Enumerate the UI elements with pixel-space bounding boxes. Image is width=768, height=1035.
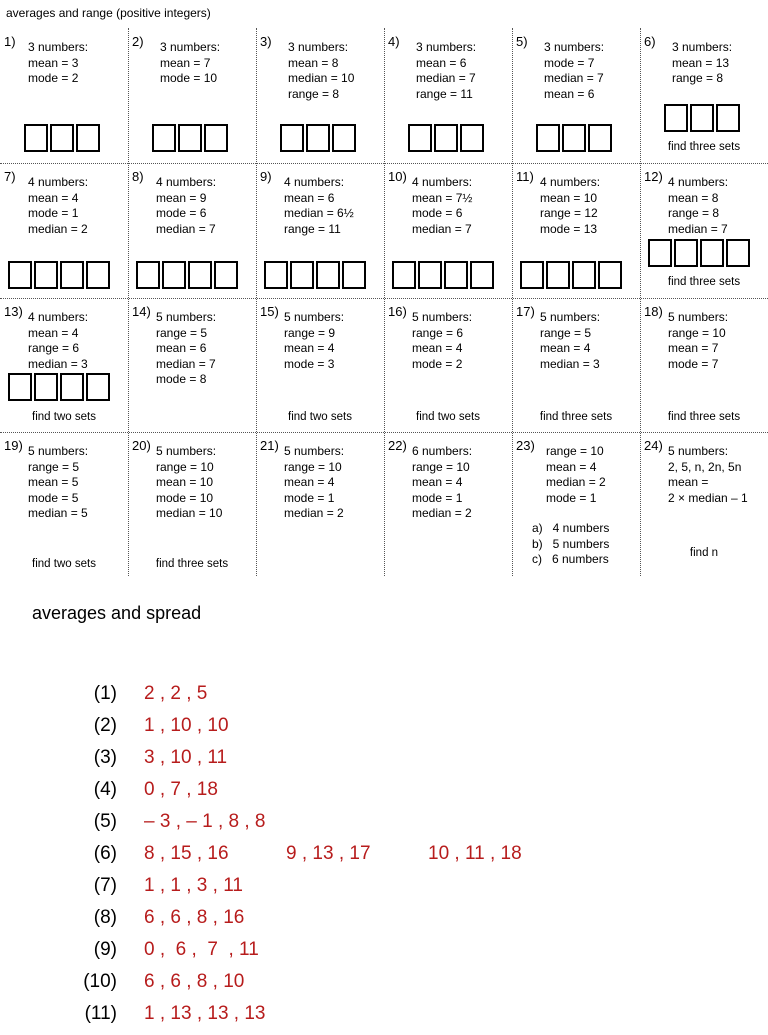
find-sets-note: find three sets xyxy=(667,411,741,423)
problem-number: 12) xyxy=(644,169,663,184)
problem-number: 16) xyxy=(388,304,407,319)
problem-conditions: 5 numbers: range = 5 mean = 4 median = 3 xyxy=(540,310,601,371)
answer-box[interactable] xyxy=(60,373,84,401)
answer-box[interactable] xyxy=(86,261,110,289)
find-sets-note: find two sets xyxy=(32,558,96,570)
problem-conditions: 5 numbers: range = 10 mean = 7 mode = 7 xyxy=(668,310,729,371)
answer-box[interactable] xyxy=(306,124,330,152)
problem-number: 1) xyxy=(4,34,16,49)
problem-cell xyxy=(256,432,384,574)
answer-boxes xyxy=(280,124,356,152)
answer-values: 0 , 7 , 18 xyxy=(144,779,218,800)
column-divider xyxy=(128,28,129,576)
answer-box[interactable] xyxy=(60,261,84,289)
answer-box[interactable] xyxy=(136,261,160,289)
answer-values: 1 , 10 , 10 xyxy=(144,715,229,736)
answer-box[interactable] xyxy=(24,124,48,152)
problem-conditions: 3 numbers: mean = 13 range = 8 xyxy=(672,40,733,85)
problem-cell xyxy=(128,28,256,163)
column-divider xyxy=(256,28,257,576)
answer-values: 3 , 10 , 11 xyxy=(144,747,228,768)
answer-row xyxy=(0,779,768,811)
find-sets-note: find two sets xyxy=(416,411,480,423)
column-divider xyxy=(512,28,513,576)
answer-box[interactable] xyxy=(188,261,212,289)
answer-box[interactable] xyxy=(690,104,714,132)
problem-cell xyxy=(0,432,128,574)
answer-box[interactable] xyxy=(162,261,186,289)
problem-conditions: 4 numbers: mean = 7½ mode = 6 median = 7 xyxy=(412,175,473,236)
subpart-list: a) 4 numbers b) 5 numbers c) 6 numbers xyxy=(532,521,610,566)
problem-cell xyxy=(384,28,512,163)
answer-values: 6 , 6 , 8 , 16 xyxy=(144,907,245,928)
problem-number: 8) xyxy=(132,169,144,184)
answer-row xyxy=(0,715,768,747)
problem-cell xyxy=(512,432,640,574)
problem-cell xyxy=(128,432,256,574)
answer-box[interactable] xyxy=(8,373,32,401)
answer-box[interactable] xyxy=(316,261,340,289)
answer-boxes xyxy=(520,261,622,289)
answer-box[interactable] xyxy=(204,124,228,152)
answer-box[interactable] xyxy=(434,124,458,152)
problem-conditions: 5 numbers: 2, 5, n, 2n, 5n mean = 2 × median – 1 xyxy=(668,444,748,505)
answer-row xyxy=(0,939,768,971)
answer-box[interactable] xyxy=(444,261,468,289)
problem-conditions: 5 numbers: range = 5 mean = 6 median = 7 mode = 8 xyxy=(156,310,217,386)
answer-box[interactable] xyxy=(460,124,484,152)
answer-boxes xyxy=(664,104,740,132)
answer-label: (2) xyxy=(93,715,117,736)
row-divider xyxy=(0,298,768,299)
answer-boxes xyxy=(152,124,228,152)
problem-conditions: 4 numbers: mean = 6 median = 6½ range = 11 xyxy=(284,175,354,236)
answer-row xyxy=(0,747,768,779)
problem-number: 6) xyxy=(644,34,656,49)
answer-box[interactable] xyxy=(572,261,596,289)
problem-cell xyxy=(384,163,512,298)
problem-conditions: range = 10 mean = 4 median = 2 mode = 1 xyxy=(546,444,606,505)
problem-number: 19) xyxy=(4,438,23,453)
find-sets-note: find n xyxy=(689,547,719,559)
problem-conditions: 4 numbers: mean = 8 range = 8 median = 7 xyxy=(668,175,729,236)
answer-row xyxy=(0,971,768,1003)
answer-box[interactable] xyxy=(34,373,58,401)
page-title: averages and range (positive integers) xyxy=(6,6,211,20)
problem-conditions: 5 numbers: range = 10 mean = 10 mode = 10 median = 10 xyxy=(156,444,223,520)
answer-box[interactable] xyxy=(86,373,110,401)
answer-box[interactable] xyxy=(214,261,238,289)
problem-number: 11) xyxy=(516,169,534,184)
answer-values: 10 , 11 , 18 xyxy=(428,843,522,864)
problem-cell xyxy=(384,298,512,432)
problem-cell xyxy=(128,298,256,432)
problem-number: 2) xyxy=(132,34,144,49)
answer-row xyxy=(0,1003,768,1035)
answer-boxes xyxy=(392,261,494,289)
problem-cell xyxy=(512,163,640,298)
problem-conditions: 3 numbers: mean = 7 mode = 10 xyxy=(160,40,221,85)
answer-box[interactable] xyxy=(520,261,544,289)
answer-box[interactable] xyxy=(290,261,314,289)
problem-number: 5) xyxy=(516,34,528,49)
problem-cell xyxy=(640,28,768,163)
answer-box[interactable] xyxy=(674,239,698,267)
answer-row xyxy=(0,683,768,715)
problem-conditions: 3 numbers: mean = 3 mode = 2 xyxy=(28,40,89,85)
problem-number: 10) xyxy=(388,169,407,184)
answer-boxes xyxy=(536,124,612,152)
problem-number: 18) xyxy=(644,304,663,319)
answer-box[interactable] xyxy=(264,261,288,289)
answer-label: (4) xyxy=(93,779,117,800)
answer-box[interactable] xyxy=(726,239,750,267)
answer-values: 9 , 13 , 17 xyxy=(286,843,371,864)
find-sets-note: find three sets xyxy=(539,411,613,423)
answer-box[interactable] xyxy=(546,261,570,289)
find-sets-note: find two sets xyxy=(32,411,96,423)
answer-box[interactable] xyxy=(76,124,100,152)
answer-boxes xyxy=(408,124,484,152)
problem-number: 22) xyxy=(388,438,407,453)
answer-box[interactable] xyxy=(332,124,356,152)
problem-cell xyxy=(128,163,256,298)
answer-values: 0 , 6 , 7 , 11 xyxy=(144,939,259,960)
problem-conditions: 3 numbers: mean = 6 median = 7 range = 11 xyxy=(416,40,477,101)
problem-conditions: 5 numbers: range = 9 mean = 4 mode = 3 xyxy=(284,310,345,371)
problem-number: 3) xyxy=(260,34,272,49)
problem-number: 15) xyxy=(260,304,279,319)
problem-cell xyxy=(256,163,384,298)
problem-conditions: 3 numbers: mean = 8 median = 10 range = 8 xyxy=(288,40,355,101)
problem-number: 14) xyxy=(132,304,151,319)
answer-label: (10) xyxy=(83,971,117,992)
answer-box[interactable] xyxy=(178,124,202,152)
answer-row xyxy=(0,811,768,843)
problem-cell xyxy=(512,298,640,432)
problem-number: 4) xyxy=(388,34,400,49)
answer-label: (5) xyxy=(93,811,117,832)
section-title: averages and spread xyxy=(32,603,202,623)
row-divider xyxy=(0,432,768,433)
problem-number: 17) xyxy=(516,304,535,319)
answer-box[interactable] xyxy=(418,261,442,289)
answer-label: (9) xyxy=(93,939,117,960)
answer-boxes xyxy=(648,239,750,267)
answer-boxes xyxy=(24,124,100,152)
answer-row xyxy=(0,907,768,939)
answer-box[interactable] xyxy=(8,261,32,289)
answer-box[interactable] xyxy=(536,124,560,152)
problem-cell xyxy=(640,432,768,574)
problem-conditions: 4 numbers: mean = 4 mode = 1 median = 2 xyxy=(28,175,89,236)
answer-boxes xyxy=(136,261,238,289)
answer-label: (6) xyxy=(93,843,117,864)
answer-label: (7) xyxy=(93,875,117,896)
answer-box[interactable] xyxy=(34,261,58,289)
find-sets-note: find three sets xyxy=(667,141,741,153)
problem-conditions: 3 numbers: mode = 7 median = 7 mean = 6 xyxy=(544,40,605,101)
answer-boxes xyxy=(8,373,110,401)
answer-box[interactable] xyxy=(664,104,688,132)
answer-values: 2 , 2 , 5 xyxy=(144,683,208,704)
problem-cell xyxy=(0,163,128,298)
answer-row xyxy=(0,875,768,907)
find-sets-note: find two sets xyxy=(288,411,352,423)
problem-cell xyxy=(0,298,128,432)
answer-box[interactable] xyxy=(700,239,724,267)
problem-cell xyxy=(256,298,384,432)
answer-values: 1 , 13 , 13 , 13 xyxy=(144,1003,266,1024)
answer-label: (8) xyxy=(93,907,117,928)
problem-cell xyxy=(256,28,384,163)
answer-label: (1) xyxy=(93,683,117,704)
problem-conditions: 6 numbers: range = 10 mean = 4 mode = 1 median = 2 xyxy=(412,444,473,520)
answer-box[interactable] xyxy=(716,104,740,132)
answer-label: (11) xyxy=(84,1003,117,1024)
problem-conditions: 5 numbers: range = 10 mean = 4 mode = 1 median = 2 xyxy=(284,444,345,520)
problem-conditions: 5 numbers: range = 6 mean = 4 mode = 2 xyxy=(412,310,473,371)
answer-box[interactable] xyxy=(562,124,586,152)
column-divider xyxy=(384,28,385,576)
answer-box[interactable] xyxy=(598,261,622,289)
answer-box[interactable] xyxy=(342,261,366,289)
find-sets-note: find three sets xyxy=(667,276,741,288)
answer-box[interactable] xyxy=(392,261,416,289)
problem-cell xyxy=(640,163,768,298)
problem-number: 23) xyxy=(516,438,535,453)
answer-box[interactable] xyxy=(152,124,176,152)
answer-values: 1 , 1 , 3 , 11 xyxy=(144,875,243,896)
answer-box[interactable] xyxy=(50,124,74,152)
problem-number: 24) xyxy=(644,438,663,453)
problem-number: 21) xyxy=(260,438,279,453)
problem-number: 7) xyxy=(4,169,16,184)
problem-number: 13) xyxy=(4,304,23,319)
answer-box[interactable] xyxy=(588,124,612,152)
problem-conditions: 4 numbers: mean = 10 range = 12 mode = 13 xyxy=(540,175,601,236)
answer-row xyxy=(0,843,768,875)
problem-cell xyxy=(0,28,128,163)
answer-box[interactable] xyxy=(470,261,494,289)
answer-label: (3) xyxy=(93,747,117,768)
answer-boxes xyxy=(264,261,366,289)
problem-conditions: 5 numbers: range = 5 mean = 5 mode = 5 median = 5 xyxy=(28,444,89,520)
answer-values: 6 , 6 , 8 , 10 xyxy=(144,971,245,992)
column-divider xyxy=(640,28,641,576)
answer-box[interactable] xyxy=(280,124,304,152)
problem-cell xyxy=(512,28,640,163)
answer-boxes xyxy=(8,261,110,289)
problem-cell xyxy=(640,298,768,432)
answer-box[interactable] xyxy=(408,124,432,152)
problem-conditions: 4 numbers: mean = 4 range = 6 median = 3 xyxy=(28,310,89,371)
answer-values: – 3 , – 1 , 8 , 8 xyxy=(144,811,266,832)
row-divider xyxy=(0,163,768,164)
answer-box[interactable] xyxy=(648,239,672,267)
problem-number: 20) xyxy=(132,438,151,453)
problem-conditions: 4 numbers: mean = 9 mode = 6 median = 7 xyxy=(156,175,217,236)
problem-number: 9) xyxy=(260,169,272,184)
answer-values: 8 , 15 , 16 xyxy=(144,843,229,864)
problem-cell xyxy=(384,432,512,574)
find-sets-note: find three sets xyxy=(155,558,229,570)
